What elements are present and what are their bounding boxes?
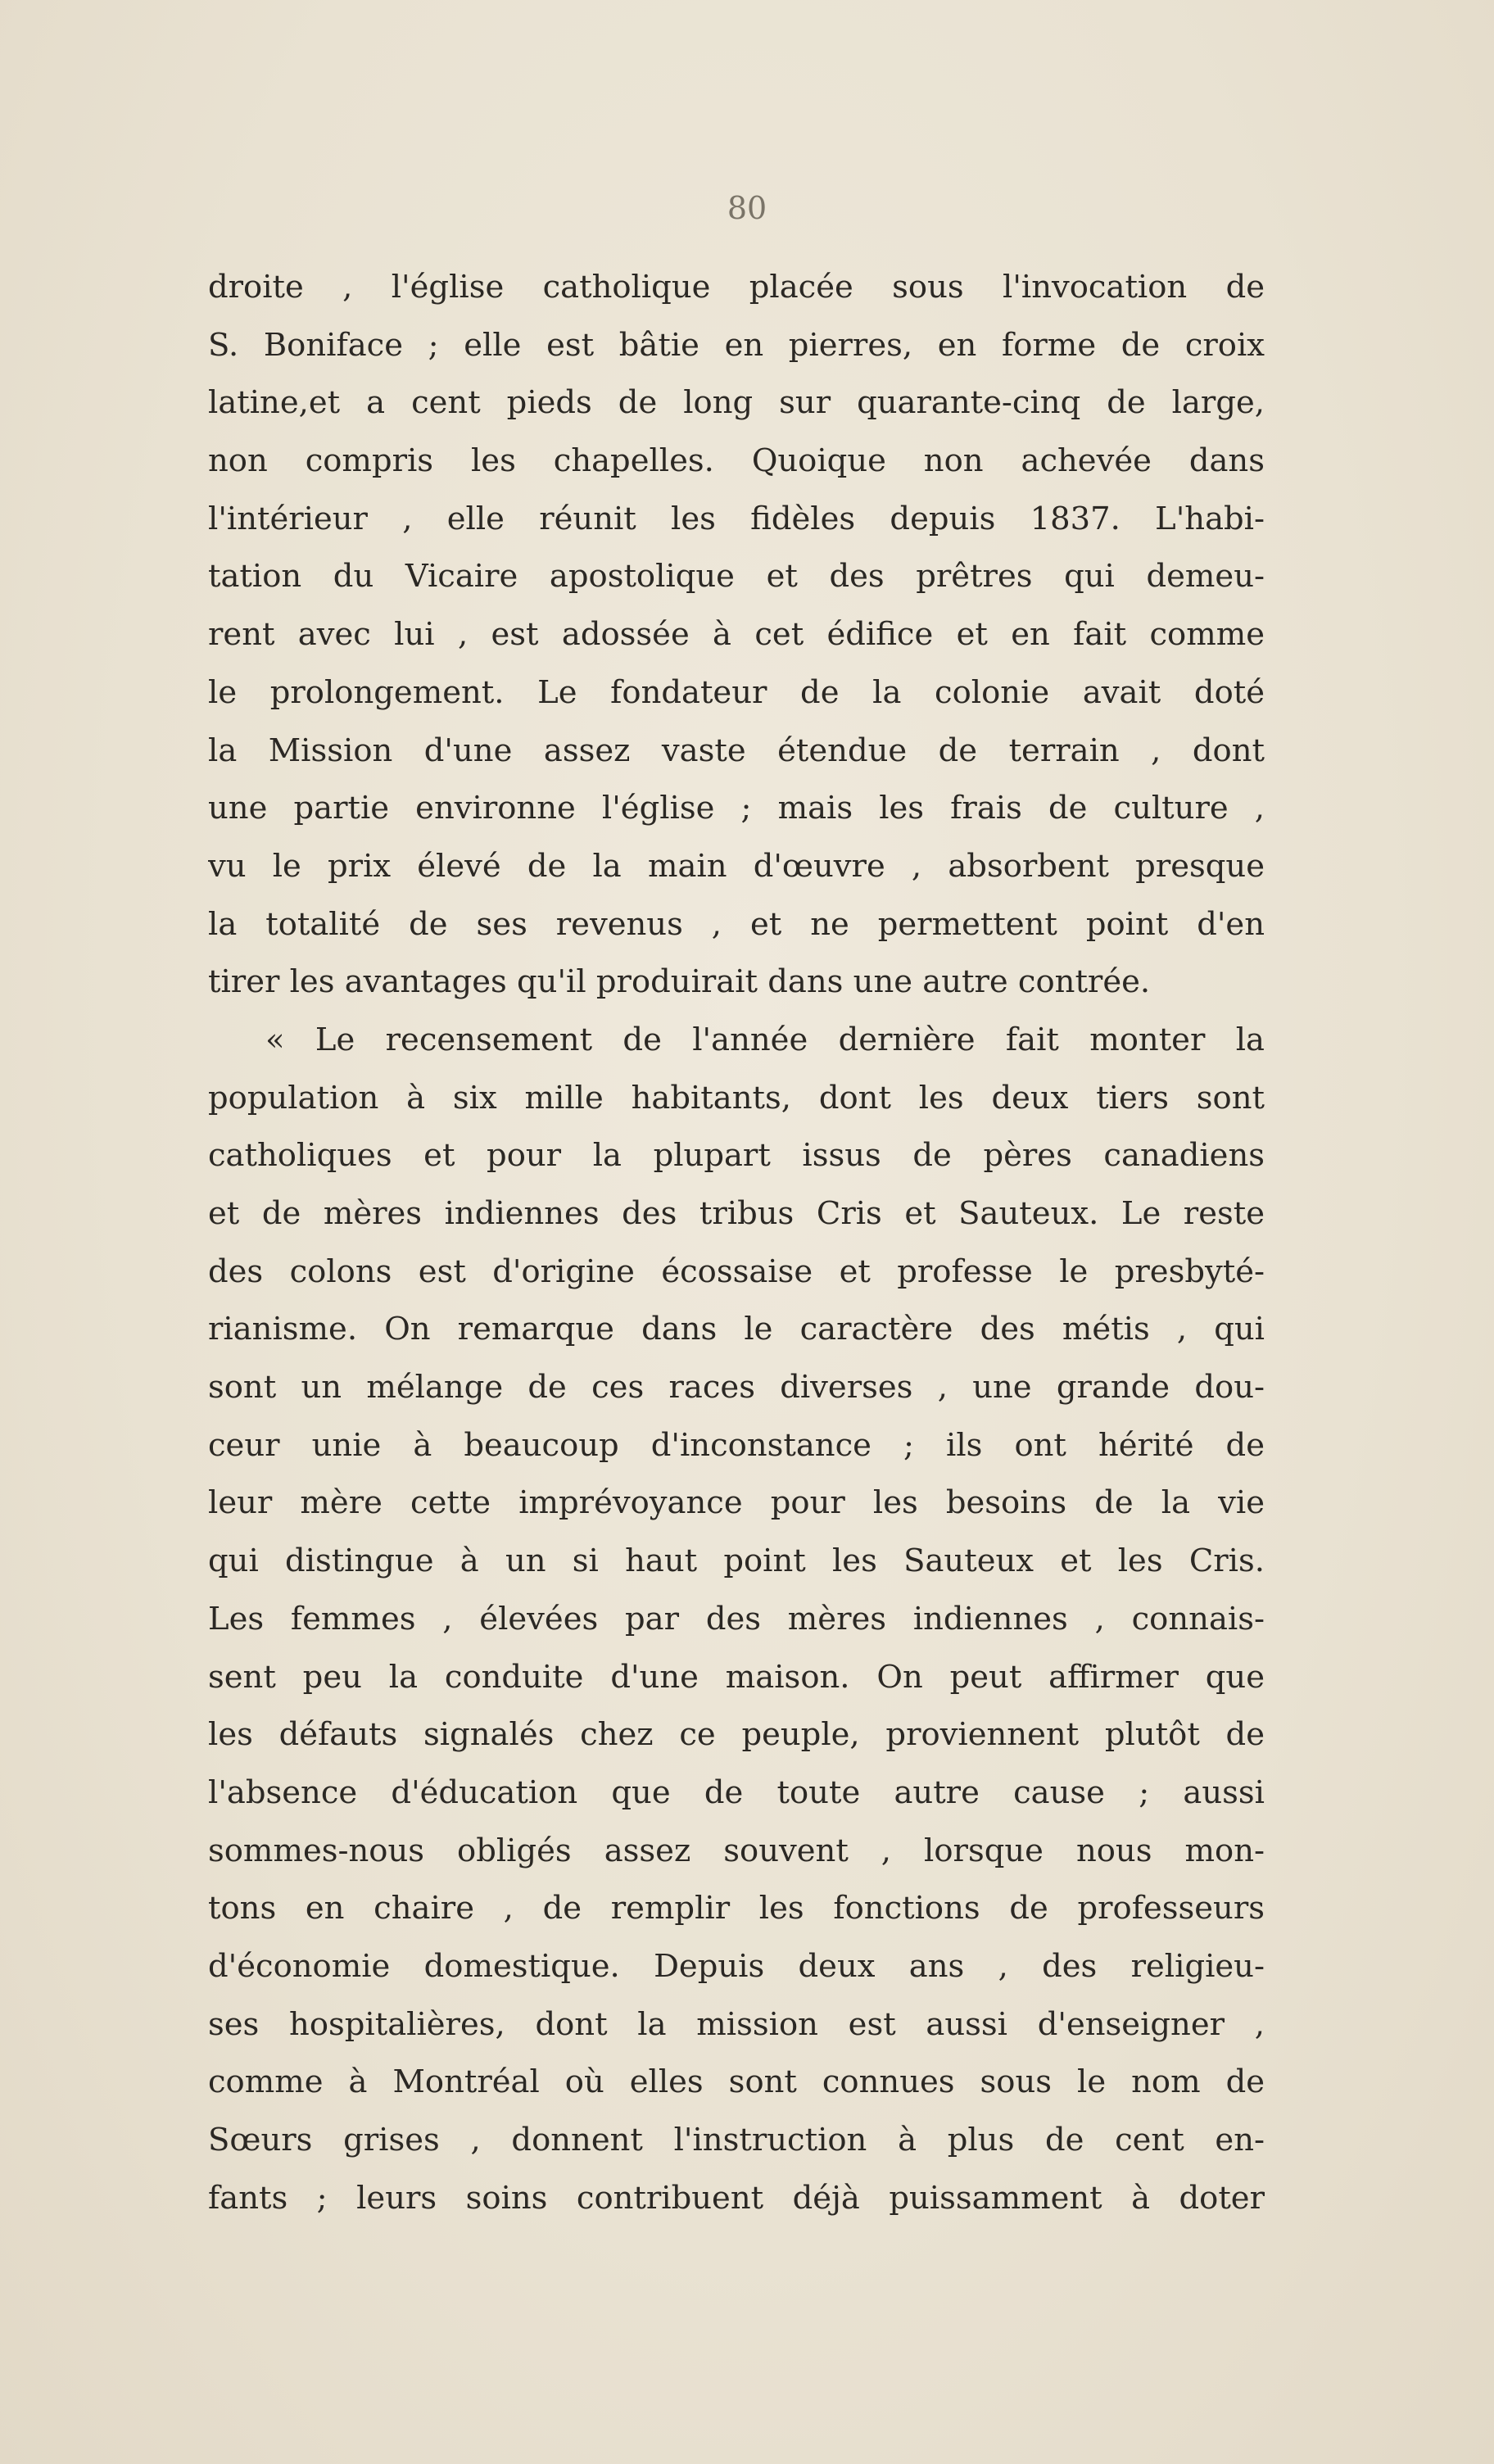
text-line: droite , l'église catholique placée sous l'invocation de [208,269,1265,306]
text-line: sent peu la conduite d'une maison. On peut affirmer que [208,1658,1265,1696]
text-line: S. Boniface ; elle est bâtie en pierres, en forme de croix [208,326,1265,364]
text-line: Les femmes , élevées par des mères indiennes , connais- [208,1600,1265,1637]
text-line: la totalité de ses revenus , et ne permettent point d'en [208,905,1265,943]
text-line: des colons est d'origine écossaise et professe le presbyté- [208,1252,1265,1290]
text-line: Sœurs grises , donnent l'instruction à plus de cent en- [208,2122,1265,2158]
text-line: non compris les chapelles. Quoique non achevée dans [208,442,1265,480]
text-line: les défauts signalés chez ce peuple, proviennent plutôt de [208,1716,1265,1754]
text-line: tons en chaire , de remplir les fonctions de professeurs [208,1890,1265,1927]
text-line: la Mission d'une assez vaste étendue de terrain , dont [208,732,1265,769]
text-line: population à six mille habitants, dont les deux tiers sont [208,1079,1265,1116]
text-line: sont un mélange de ces races diverses , une grande dou- [208,1369,1265,1406]
text-line: l'intérieur , elle réunit les fidèles depuis 1837. L'habi- [208,500,1265,537]
text-line: leur mère cette imprévoyance pour les besoins de la vie [208,1484,1265,1522]
text-line: le prolongement. Le fondateur de la colonie avait doté [208,673,1265,711]
text-line: vu le prix élevé de la main d'œuvre , absorbent presque [208,847,1265,885]
page-number: 80 [727,190,767,226]
text-line: ses hospitalières, dont la mission est aussi d'enseigner , [208,2005,1265,2043]
text-line: ceur unie à beaucoup d'inconstance ; ils ont hérité de [208,1426,1265,1464]
text-line: qui distingue à un si haut point les Sauteux et les Cris. [208,1542,1265,1580]
text-line: tation du Vicaire apostolique et des prêtres qui demeu- [208,558,1265,596]
text-line: d'économie domestique. Depuis deux ans , des religieu- [208,1947,1265,1985]
paragraph-start-line: « Le recensement de l'année dernière fait monter la [265,1021,1265,1058]
text-line: rent avec lui , est adossée à cet édifice et en fait comme [208,616,1265,654]
text-line: comme à Montréal où elles sont connues sous le nom de [208,2063,1265,2101]
body-text [208,259,1265,2227]
text-line: et de mères indiennes des tribus Cris et Sauteux. Le reste [208,1195,1265,1232]
text-line: sommes-nous obligés assez souvent , lorsque nous mon- [208,1832,1265,1869]
text-line: latine,et a cent pieds de long sur quarante-cinq de large, [208,384,1265,422]
text-line: rianisme. On remarque dans le caractère des métis , qui [208,1311,1265,1348]
text-line: catholiques et pour la plupart issus de pères canadiens [208,1137,1265,1175]
text-line: tirer les avantages qu'il produirait dans une autre contrée. [208,963,1151,1001]
text-line: l'absence d'éducation que de toute autre cause ; aussi [208,1773,1265,1811]
text-line: une partie environne l'église ; mais les frais de culture , [208,790,1265,827]
text-line: fants ; leurs soins contribuent déjà puissamment à doter [208,2179,1265,2217]
